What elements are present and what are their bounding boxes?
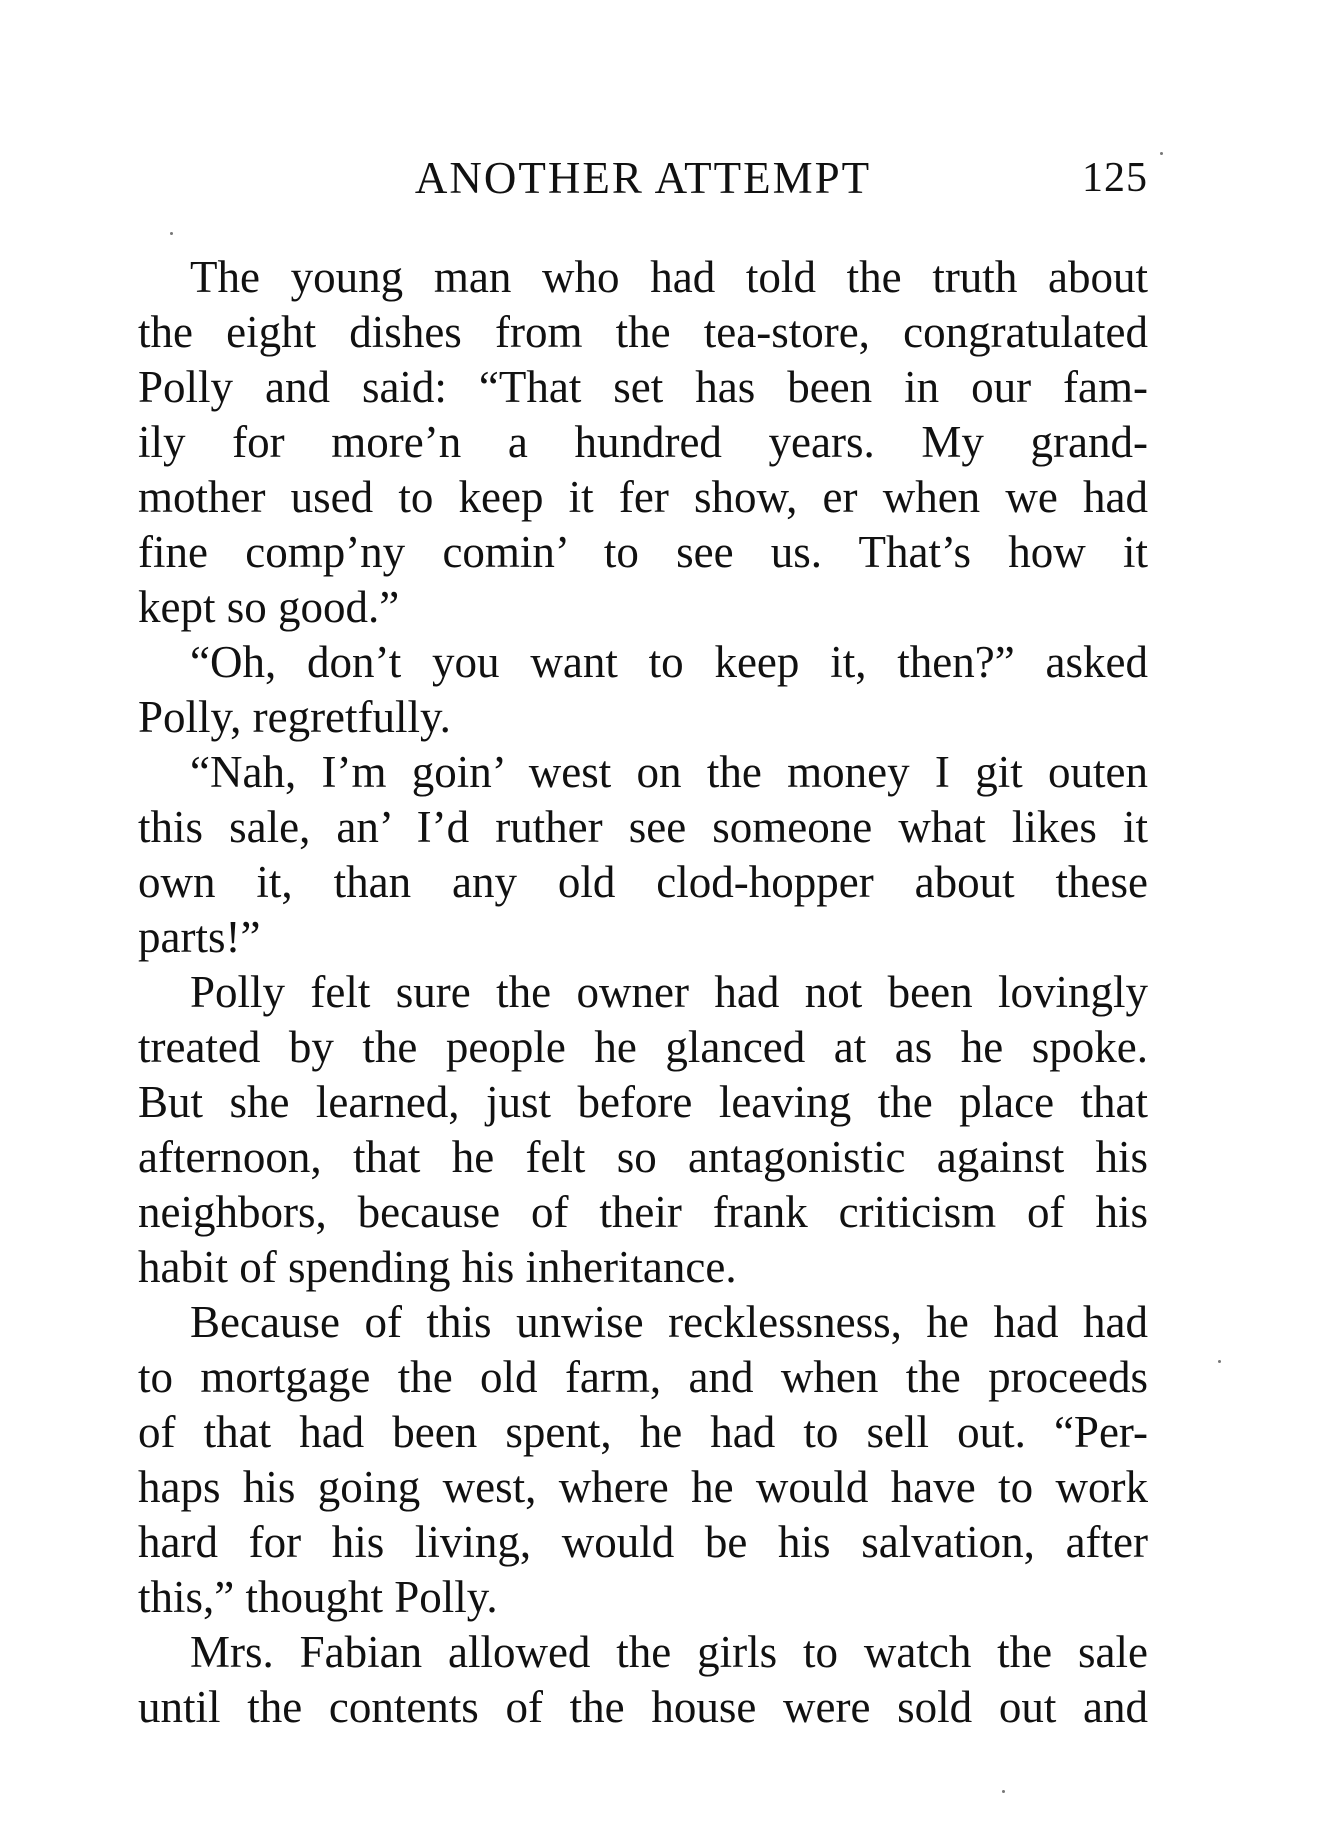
text-line: treated by the people he glanced at as he spoke. — [138, 1022, 1148, 1072]
text-line: Polly, regretfully. — [138, 692, 451, 742]
text-line: fine comp’ny comin’ to see us. That’s how it — [138, 527, 1148, 577]
scan-speck — [1002, 1790, 1005, 1793]
text-line: But she learned, just before leaving the place that — [138, 1077, 1148, 1127]
text-line: own it, than any old clod-hopper about these — [138, 857, 1148, 907]
text-line: afternoon, that he felt so antagonistic against his — [138, 1132, 1148, 1182]
text-line: neighbors, because of their frank criticism of his — [138, 1187, 1148, 1237]
text-line: mother used to keep it fer show, er when we had — [138, 472, 1148, 522]
text-line: Because of this unwise recklessness, he had had — [190, 1297, 1148, 1347]
chapter-title: ANOTHER ATTEMPT — [414, 153, 872, 203]
text-line: “Oh, don’t you want to keep it, then?” asked — [190, 637, 1148, 687]
text-line: The young man who had told the truth about — [190, 252, 1148, 302]
text-line: ily for more’n a hundred years. My grand- — [138, 417, 1148, 467]
text-line: to mortgage the old farm, and when the proceeds — [138, 1352, 1148, 1402]
scan-speck — [1218, 1360, 1221, 1363]
text-line: this sale, an’ I’d ruther see someone what likes it — [138, 802, 1148, 852]
text-line: Polly felt sure the owner had not been lovingly — [190, 967, 1148, 1017]
scan-speck — [1160, 152, 1163, 155]
running-head — [138, 148, 1148, 208]
scan-speck — [170, 232, 173, 235]
text-line: Mrs. Fabian allowed the girls to watch the sale — [190, 1627, 1148, 1677]
text-line: “Nah, I’m goin’ west on the money I git outen — [190, 747, 1148, 797]
text-line: the eight dishes from the tea-store, congratulated — [138, 307, 1148, 357]
text-line: hard for his living, would be his salvation, after — [138, 1517, 1148, 1567]
text-line: of that had been spent, he had to sell out. “Per- — [138, 1407, 1148, 1457]
text-line: Polly and said: “That set has been in our fam- — [138, 362, 1148, 412]
text-line: kept so good.” — [138, 582, 400, 632]
text-line: haps his going west, where he would have to work — [138, 1462, 1148, 1512]
body-text — [138, 250, 1148, 1735]
text-line: this,” thought Polly. — [138, 1572, 498, 1622]
text-line: until the contents of the house were sold out and — [138, 1682, 1148, 1732]
page-number: 125 — [1082, 155, 1148, 201]
text-line: habit of spending his inheritance. — [138, 1242, 737, 1292]
text-line: parts!” — [138, 912, 261, 962]
